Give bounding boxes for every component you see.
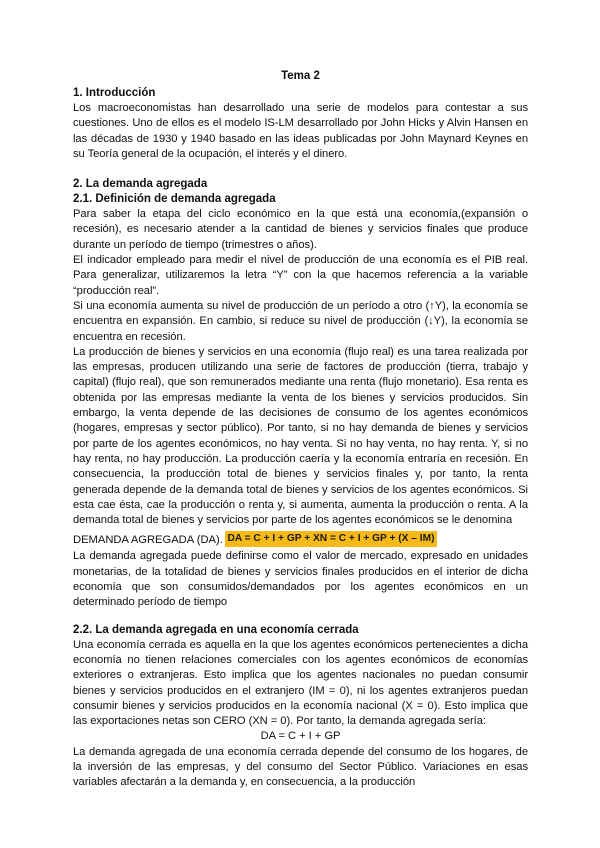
formula-closed-economy: DA = C + I + GP (260, 730, 341, 743)
paragraph: La demanda agregada puede definirse como el valor de mercado, expresado en unidades monetarias, de la totalidad de bienes y servicios finales producidos en el interior de dicha economía que son consumidos/demandados por los agentes económicos en un determinado período de tiempo (73, 550, 528, 609)
paragraph: La producción de bienes y servicios en una economía (flujo real) es una tarea realizada por las empresas, producen utilizando una serie de factores de producción (tierra, trabajo y capital) (flujo real), que son remunerados mediante una renta (flujo monetario). Esa renta es obtenida por las empresas mediante la venta de los bienes y servicios producidos. Sin embargo, la venta depende de las decisiones de consumo de los agentes económicos (hogares, empresas y sector público). Por tanto, si no hay demanda de bienes y servicios por parte de los agentes económicos, no hay venta. Si no hay venta, no hay renta. Y, si no hay renta, no hay producción. La producción caería y la economía entraría en recesión. En consecuencia, la producción total de bienes y servicios finales y, por tanto, la renta generada depende de la demanda total de bienes y servicios de los agentes económicos. Si esta cae ésta, cae la producción o renta y, si aumenta, aumenta la producción o renta. A la demanda total de bienes y servicios por parte de los agentes económicos se le denomina (73, 345, 528, 527)
paragraph: Si una economía aumenta su nivel de producción de un período a otro (↑Y), la economía se encuentra en expansión. En cambio, si reduce su nivel de producción (↓Y), la economía se encuentra en recesión. (73, 299, 528, 343)
paragraph: Para saber la etapa del ciclo económico en la que está una economía,(expansión o recesión), es necesario atender a la cantidad de bienes y servicios finales que produce durante un período de tiempo (trimestres o años). (73, 208, 528, 251)
page-title: Tema 2 (281, 70, 320, 82)
paragraph: Una economía cerrada es aquella en la que los agentes económicos pertenecientes a dicha economía no tienen relaciones comerciales con los agentes económicos de economías exteriores o extranjeras. Esto implica que los agentes nacionales no puedan consumir bienes y servicios producidos en el extranjero (IM = 0), ni los agentes extranjeros puedan consumir bienes y servicios producidos en la economía nacional (X = 0). Esto implica que las exportaciones netas son CERO (XN = 0). Por tanto, la demanda agregada sería: (73, 638, 528, 728)
subheading-economia-cerrada: 2.2. La demanda agregada en una economía cerrada (73, 623, 359, 636)
subheading-definicion: 2.1. Definición de demanda agregada (73, 193, 276, 206)
document-body (73, 69, 528, 791)
highlighted-formula: DA = C + I + GP + XN = C + I + GP + (X – IM) (225, 531, 437, 547)
paragraph: Los macroeconomistas han desarrollado una serie de modelos para contestar a sus cuestiones. Uno de ellos es el modelo IS-LM desarrollado por John Hicks y Alvin Hansen en las décadas de 1930 y 1940 basado en las ideas publicadas por John Maynard Keynes en su Teoría general de la ocupación, el interés y el dinero. (73, 102, 528, 160)
formula-line (73, 531, 528, 549)
paragraph: La demanda agregada de una economía cerrada depende del consumo de los hogares, de la inversión de las empresas, y del consumo del Sector Público. Variaciones en esas variables afectarán a la demanda y, en consecuencia, a la producción (73, 745, 528, 789)
heading-introduccion: 1. Introducción (73, 87, 156, 99)
formula-label: DEMANDA AGREGADA (DA). (73, 534, 223, 547)
paragraph: El indicador empleado para medir el nivel de producción de una economía es el PIB real. Para generalizar, utilizaremos la letra “Y” con la que hacemos referencia a la variable “producción real”. (73, 254, 528, 297)
heading-demanda-agregada: 2. La demanda agregada (73, 178, 208, 191)
